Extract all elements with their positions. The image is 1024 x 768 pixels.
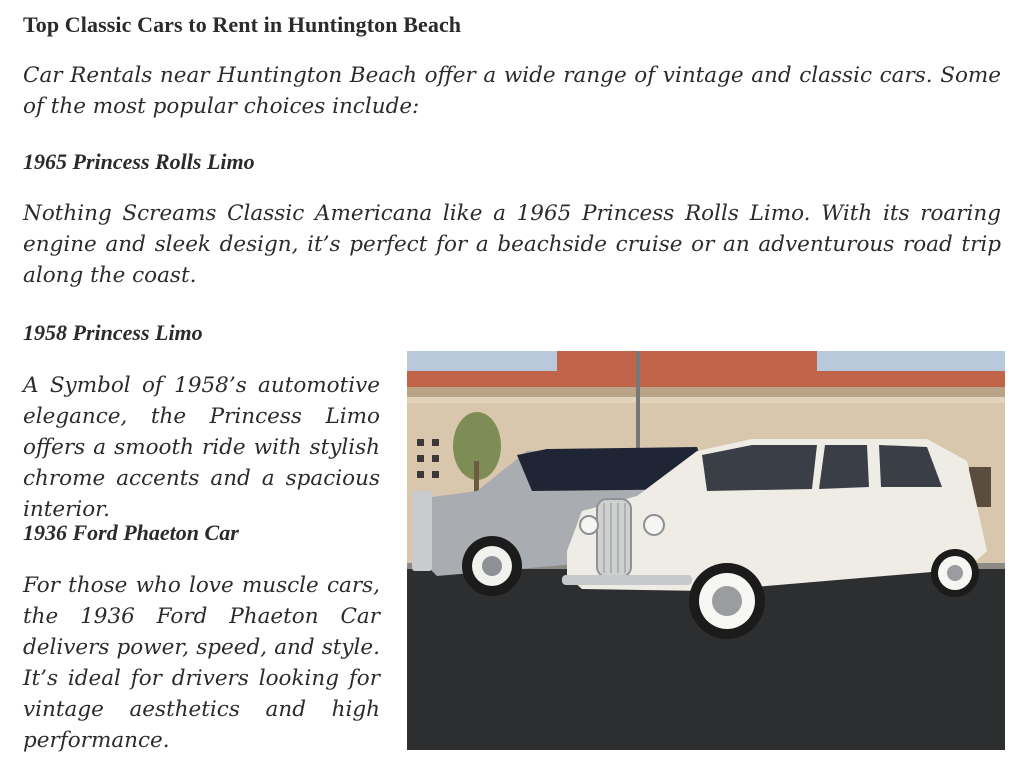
classic-cars-photo [407, 351, 1005, 750]
intro-paragraph: Car Rentals near Huntington Beach offer a wide range of vintage and classic cars. Some of the most popular choices include: [23, 63, 1001, 119]
section-body-1936-ford-phaeton: For those who love muscle cars, the 1936 Ford Phaeton Car delivers power, speed, and style. It’s ideal for drivers looking for vintage aesthetics and high performance. [23, 573, 380, 753]
section-heading-1936-ford-phaeton: 1936 Ford Phaeton Car [23, 520, 239, 545]
page-title: Top Classic Cars to Rent in Huntington Beach [23, 12, 462, 37]
section-heading-1958-princess-limo: 1958 Princess Limo [23, 320, 203, 345]
section-body-1958-princess-limo: A Symbol of 1958’s automotive elegance, the Princess Limo offers a smooth ride with stylish chrome accents and a spacious interior. [23, 373, 380, 522]
section-heading-1965-princess-rolls-limo: 1965 Princess Rolls Limo [23, 149, 255, 174]
section-body-1965-princess-rolls-limo: Nothing Screams Classic Americana like a 1965 Princess Rolls Limo. With its roaring engine and sleek design, it’s perfect for a beachside cruise or an adventurous road trip along the coast. [23, 201, 1001, 288]
document-page [23, 12, 1001, 753]
